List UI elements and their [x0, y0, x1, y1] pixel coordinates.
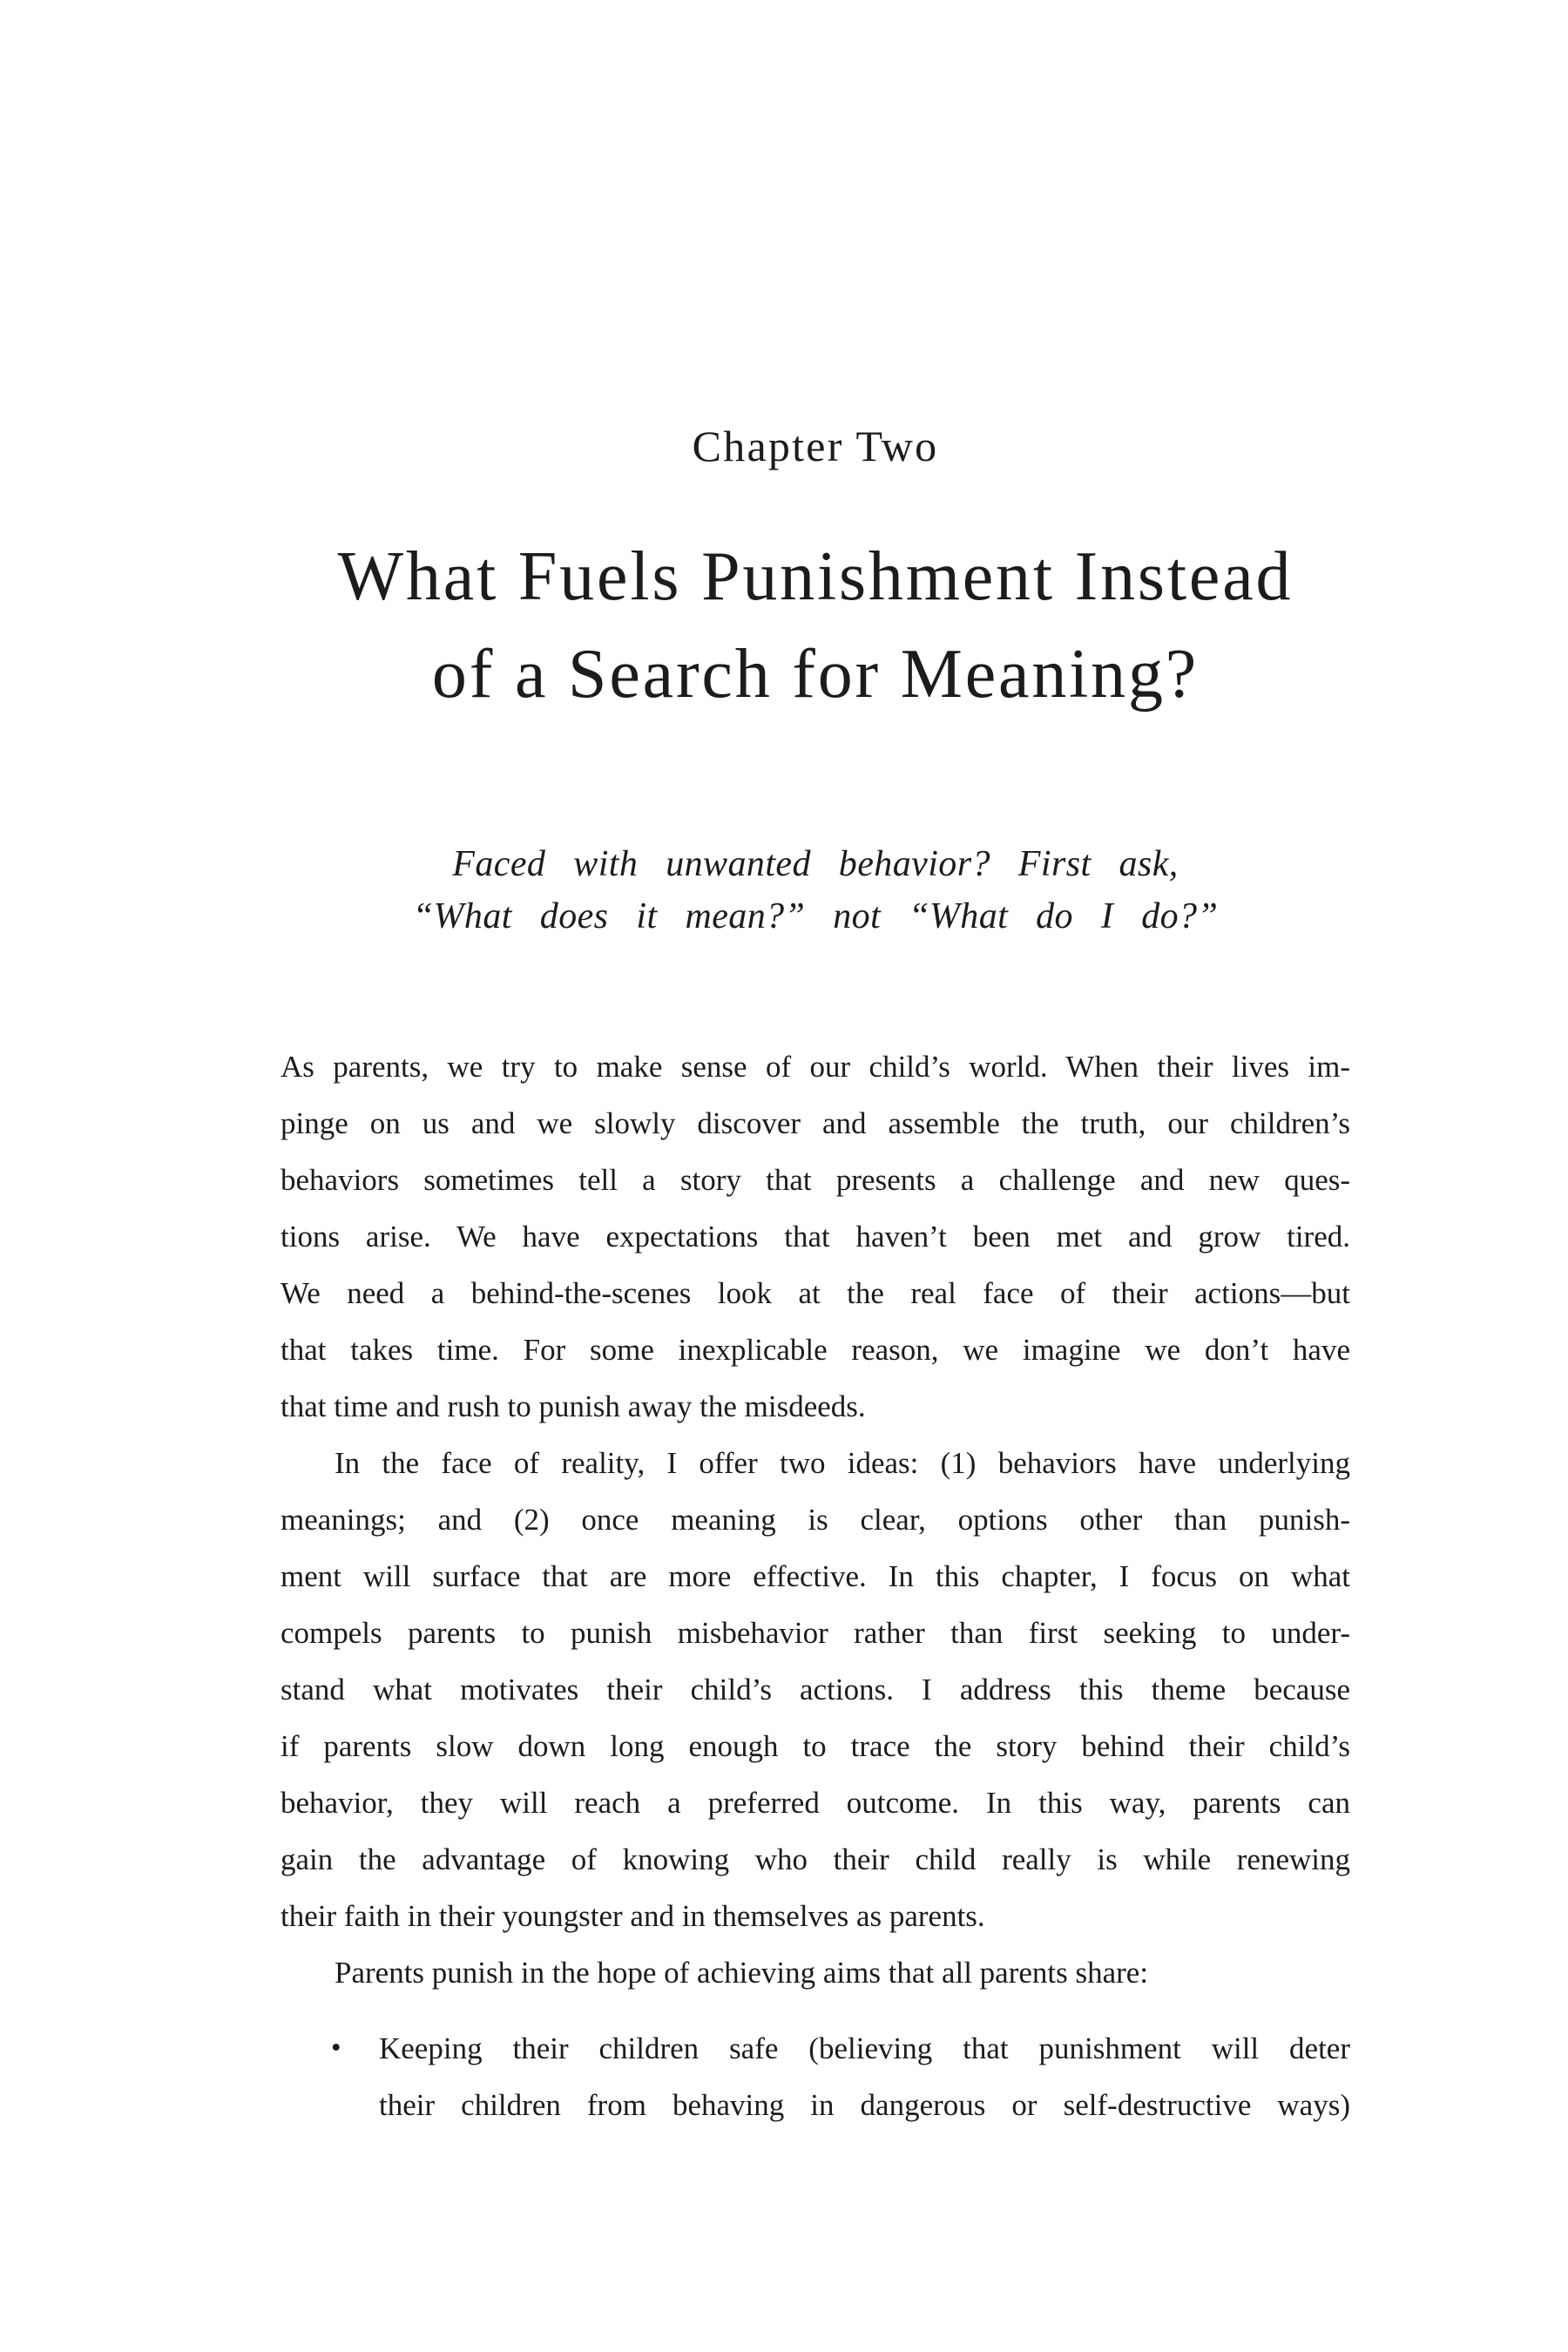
body-paragraphs	[280, 1038, 1350, 2001]
text-line: gain the advantage of knowing who their child really is while renewing	[280, 1842, 1350, 1876]
chapter-title	[280, 528, 1350, 723]
text-line: pinge on us and we slowly discover and assemble the truth, our children’s	[280, 1106, 1350, 1140]
text-line: their children from behaving in dangerous or self-destructive ways)	[379, 2088, 1350, 2122]
bullet-item	[280, 2020, 1350, 2133]
paragraph	[280, 1038, 1350, 1435]
text-line: behaviors sometimes tell a story that presents a challenge and new ques-	[280, 1163, 1350, 1197]
epigraph	[280, 838, 1350, 943]
chapter-title-line-2: of a Search for Meaning?	[431, 636, 1200, 713]
body-text	[280, 1038, 1350, 2133]
paragraph	[280, 1435, 1350, 1944]
bullet-icon: •	[331, 2032, 341, 2064]
bullet-text	[379, 2020, 1350, 2133]
chapter-title-line-1: What Fuels Punishment Instead	[337, 538, 1294, 615]
text-column	[280, 0, 1350, 2133]
paragraph	[280, 1944, 1350, 2001]
text-line: ment will surface that are more effective. In this chapter, I focus on what	[280, 1559, 1350, 1593]
text-line: their faith in their youngster and in themselves as parents.	[280, 1899, 985, 1933]
text-line: As parents, we try to make sense of our child’s world. When their lives im-	[280, 1050, 1350, 1084]
text-line: compels parents to punish misbehavior rather than first seeking to under-	[280, 1616, 1350, 1650]
text-line: behavior, they will reach a preferred outcome. In this way, parents can	[280, 1786, 1350, 1820]
epigraph-line-2: “What does it mean?” not “What do I do?”	[412, 896, 1219, 936]
text-line: that time and rush to punish away the misdeeds.	[280, 1389, 866, 1423]
text-line: In the face of reality, I offer two ideas: (1) behaviors have underlying	[335, 1446, 1350, 1480]
text-line: that takes time. For some inexplicable reason, we imagine we don’t have	[280, 1333, 1350, 1367]
text-line: tions arise. We have expectations that haven’t been met and grow tired.	[280, 1220, 1350, 1254]
epigraph-line-1: Faced with unwanted behavior? First ask,	[452, 844, 1179, 884]
text-line: if parents slow down long enough to trace the story behind their child’s	[280, 1729, 1350, 1763]
chapter-label: Chapter Two	[692, 422, 939, 470]
text-line: We need a behind-the-scenes look at the real face of their actions—but	[280, 1276, 1350, 1310]
text-line: stand what motivates their child’s actions. I address this theme because	[280, 1673, 1350, 1707]
text-line: Parents punish in the hope of achieving aims that all parents share:	[335, 1956, 1149, 1990]
text-line: meanings; and (2) once meaning is clear, options other than punish-	[280, 1503, 1350, 1537]
text-line: Keeping their children safe (believing that punishment will deter	[379, 2031, 1350, 2065]
